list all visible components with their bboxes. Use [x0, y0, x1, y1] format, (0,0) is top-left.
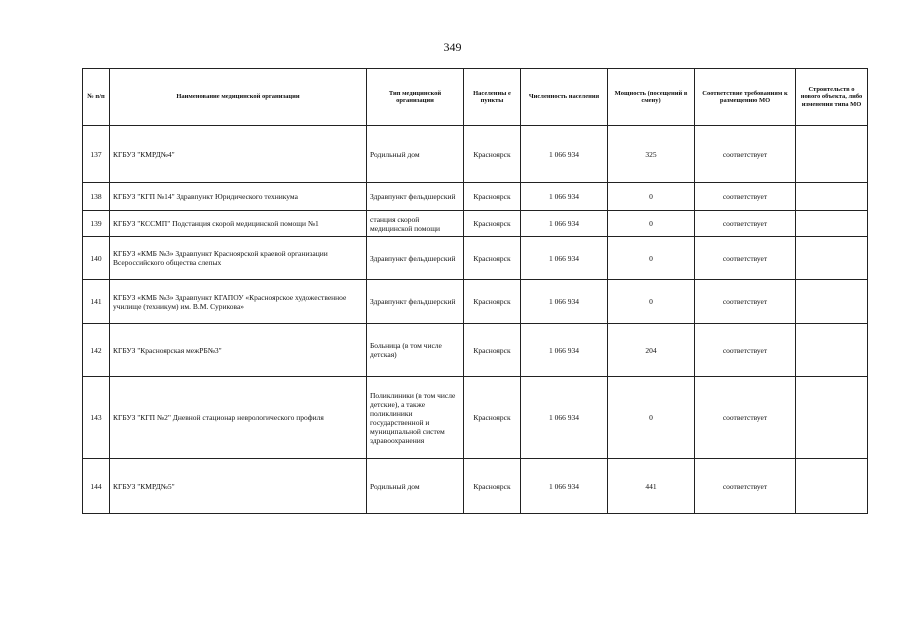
cell-construction [796, 211, 868, 237]
cell-locality: Красноярск [464, 377, 521, 459]
cell-name: КГБУЗ «КМБ №3» Здравпункт Красноярской краевой организации Всероссийского общества слепых [110, 237, 367, 280]
cell-construction [796, 280, 868, 324]
cell-construction [796, 459, 868, 514]
cell-num: 144 [83, 459, 110, 514]
cell-capacity: 441 [608, 459, 695, 514]
header-locality: Населенны е пункты [464, 69, 521, 126]
cell-compliance: соответствует [695, 377, 796, 459]
cell-construction [796, 377, 868, 459]
table-row [83, 280, 868, 324]
cell-num: 140 [83, 237, 110, 280]
cell-construction [796, 324, 868, 377]
cell-num: 139 [83, 211, 110, 237]
table-row [83, 237, 868, 280]
cell-name: КГБУЗ "КССМП" Подстанция скорой медицинской помощи №1 [110, 211, 367, 237]
cell-name: КГБУЗ "КМРД№5" [110, 459, 367, 514]
cell-population: 1 066 934 [521, 459, 608, 514]
table-header-row [83, 69, 868, 126]
header-population: Численность населения [521, 69, 608, 126]
cell-capacity: 204 [608, 324, 695, 377]
cell-locality: Красноярск [464, 324, 521, 377]
cell-construction [796, 183, 868, 211]
header-name: Наименование медицинской организации [110, 69, 367, 126]
cell-compliance: соответствует [695, 324, 796, 377]
cell-name: КГБУЗ "Красноярская межРБ№3" [110, 324, 367, 377]
cell-population: 1 066 934 [521, 211, 608, 237]
header-construction: Строительств о нового объекта, либо изменения типа МО [796, 69, 868, 126]
table-row [83, 183, 868, 211]
cell-locality: Красноярск [464, 459, 521, 514]
table-row [83, 377, 868, 459]
cell-type: Здравпункт фельдшерский [367, 280, 464, 324]
table-row [83, 211, 868, 237]
cell-population: 1 066 934 [521, 377, 608, 459]
cell-locality: Красноярск [464, 280, 521, 324]
header-compliance: Соответствие требованиям к размещению МО [695, 69, 796, 126]
cell-population: 1 066 934 [521, 324, 608, 377]
table-row [83, 324, 868, 377]
cell-compliance: соответствует [695, 211, 796, 237]
header-capacity: Мощность (посещений в смену) [608, 69, 695, 126]
cell-construction [796, 126, 868, 183]
cell-population: 1 066 934 [521, 280, 608, 324]
cell-type: Родильный дом [367, 126, 464, 183]
cell-num: 138 [83, 183, 110, 211]
cell-name: КГБУЗ "КГП №14" Здравпункт Юридического техникума [110, 183, 367, 211]
cell-compliance: соответствует [695, 237, 796, 280]
header-type: Тип медицинской организации [367, 69, 464, 126]
cell-population: 1 066 934 [521, 126, 608, 183]
cell-type: Родильный дом [367, 459, 464, 514]
medical-organizations-table [82, 68, 868, 514]
cell-name: КГБУЗ «КМБ №3» Здравпункт КГАПОУ «Красноярское художественное училище (техникум) им. В.М. Сурикова» [110, 280, 367, 324]
cell-population: 1 066 934 [521, 237, 608, 280]
cell-locality: Красноярск [464, 211, 521, 237]
cell-capacity: 325 [608, 126, 695, 183]
cell-capacity: 0 [608, 237, 695, 280]
cell-num: 141 [83, 280, 110, 324]
cell-num: 137 [83, 126, 110, 183]
cell-type: Больница (в том числе детская) [367, 324, 464, 377]
cell-compliance: соответствует [695, 280, 796, 324]
cell-compliance: соответствует [695, 126, 796, 183]
cell-compliance: соответствует [695, 459, 796, 514]
cell-type: станция скорой медицинской помощи [367, 211, 464, 237]
page-number: 349 [443, 40, 462, 54]
cell-population: 1 066 934 [521, 183, 608, 211]
cell-name: КГБУЗ "КГП №2" Дневной стационар неврологического профиля [110, 377, 367, 459]
cell-locality: Красноярск [464, 237, 521, 280]
cell-type: Здравпункт фельдшерский [367, 183, 464, 211]
cell-compliance: соответствует [695, 183, 796, 211]
cell-name: КГБУЗ "КМРД№4" [110, 126, 367, 183]
cell-construction [796, 237, 868, 280]
cell-capacity: 0 [608, 377, 695, 459]
cell-capacity: 0 [608, 183, 695, 211]
cell-locality: Красноярск [464, 126, 521, 183]
cell-locality: Красноярск [464, 183, 521, 211]
cell-type: Здравпункт фельдшерский [367, 237, 464, 280]
header-num: № п/п [83, 69, 110, 126]
cell-capacity: 0 [608, 211, 695, 237]
table-row [83, 459, 868, 514]
cell-type: Поликлиники (в том числе детские), а также поликлиники государственной и муниципальной систем здравоохранения [367, 377, 464, 459]
cell-num: 143 [83, 377, 110, 459]
table-row [83, 126, 868, 183]
cell-num: 142 [83, 324, 110, 377]
cell-capacity: 0 [608, 280, 695, 324]
